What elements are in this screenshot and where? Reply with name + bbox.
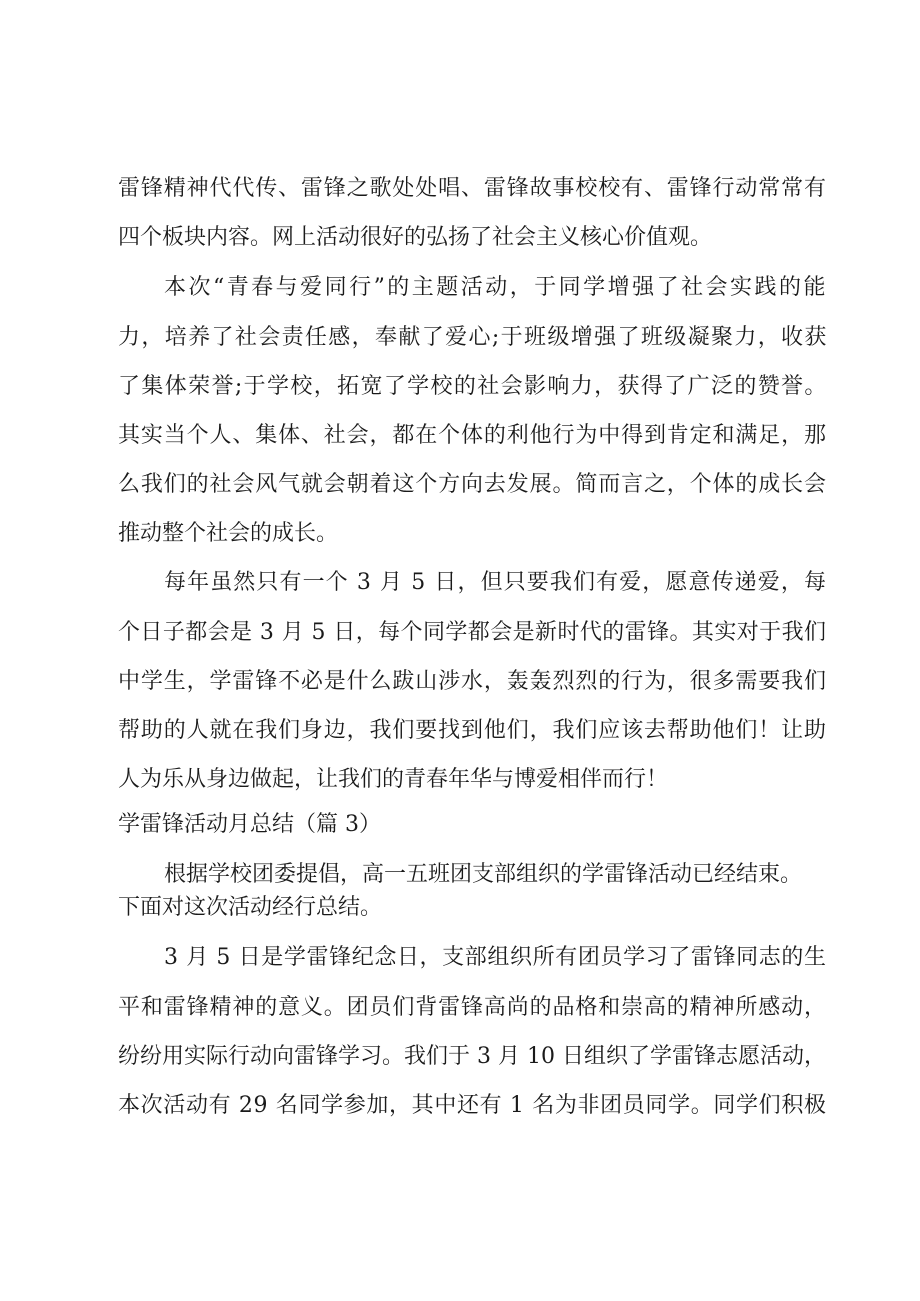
paragraph-3-line-2: 个日子都会是 3 月 5 日，每个同学都会是新时代的雷锋。其实对于我们 [118,620,827,645]
paragraph-3-line-4: 帮助的人就在我们身边，我们要找到他们，我们应该去帮助他们！让助 [118,718,827,743]
paragraph-3-line-3: 中学生，学雷锋不必是什么跋山涉水，轰轰烈烈的行为，很多需要我们 [118,669,827,694]
paragraph-2-line-1: 本次“青春与爱同行”的主题活动，于同学增强了社会实践的能 [164,275,828,300]
paragraph-2-line-3: 了集体荣誉;于学校，拓宽了学校的社会影响力，获得了广泛的赞誉。 [118,374,828,399]
paragraph-1-line-2: 四个板块内容。网上活动很好的弘扬了社会主义核心价值观。 [118,225,713,250]
section-heading: 学雷锋活动月总结（篇 3） [118,812,381,837]
paragraph-2-line-6: 推动整个社会的成长。 [118,521,339,546]
paragraph-3-line-1: 每年虽然只有一个 3 月 5 日，但只要我们有爱，愿意传递爱，每 [164,570,828,595]
paragraph-5-line-4: 本次活动有 29 名同学参加，其中还有 1 名为非团员同学。同学们积极 [118,1093,827,1118]
paragraph-2-line-4: 其实当个人、集体、社会，都在个体的利他行为中得到肯定和满足，那 [118,423,827,448]
paragraph-5-line-3: 纷纷用实际行动向雷锋学习。我们于 3 月 10 日组织了学雷锋志愿活动， [118,1044,826,1069]
paragraph-3-line-5: 人为乐从身边做起，让我们的青春年华与博爱相伴而行！ [118,767,669,792]
paragraph-4-line-2: 下面对这次活动经行总结。 [118,895,383,920]
paragraph-5-line-1: 3 月 5 日是学雷锋纪念日，支部组织所有团员学习了雷锋同志的生 [164,945,827,970]
paragraph-2-line-5: 么我们的社会风气就会朝着这个方向去发展。简而言之，个体的成长会 [118,472,827,497]
paragraph-4-line-1: 根据学校团委提倡，高一五班团支部组织的学雷锋活动已经结束。 [164,862,803,887]
paragraph-1-line-1: 雷锋精神代代传、雷锋之歌处处唱、雷锋故事校校有、雷锋行动常常有 [118,176,827,201]
paragraph-2-line-2: 力，培养了社会责任感，奉献了爱心;于班级增强了班级凝聚力，收获 [118,325,828,350]
paragraph-5-line-2: 平和雷锋精神的意义。团员们背雷锋高尚的品格和崇高的精神所感动， [118,995,827,1020]
